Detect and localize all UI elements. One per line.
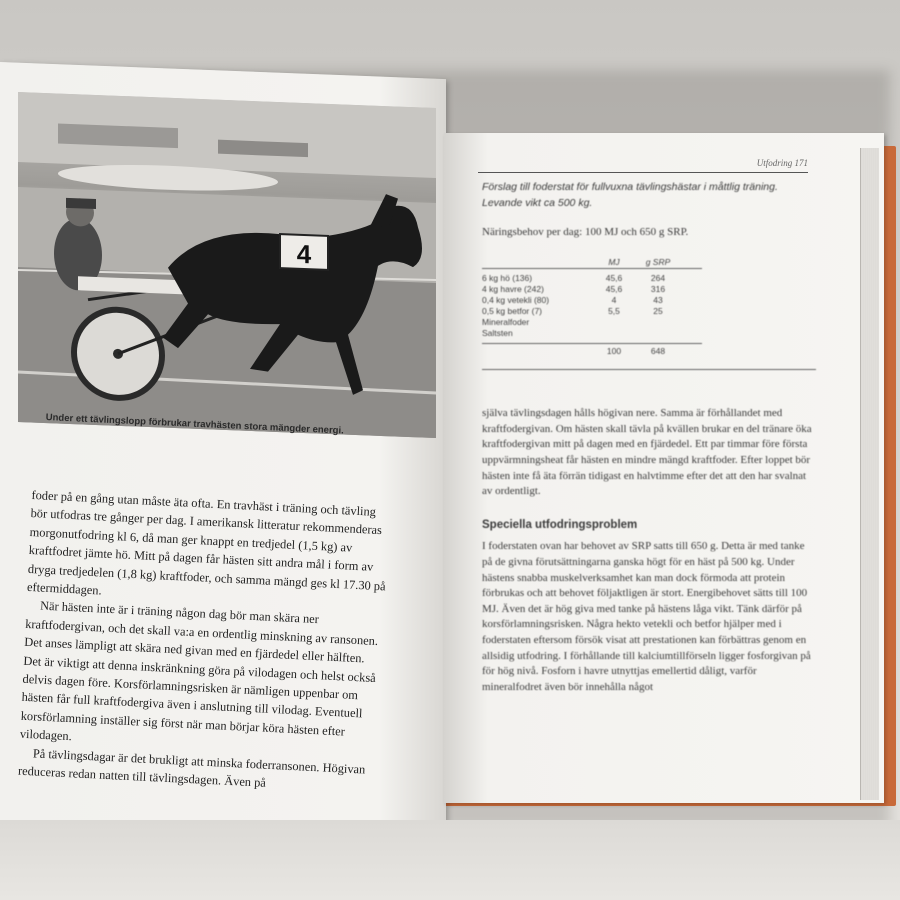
table-row <box>482 306 702 317</box>
section-heading: Speciella utfodringsproblem <box>482 518 638 531</box>
table-row <box>482 284 702 295</box>
table-surface <box>0 820 900 900</box>
table-cell: 25 <box>653 305 663 316</box>
table-cell: 4 kg havre (242) <box>482 283 544 294</box>
right-paragraph-2: I foderstaten ovan har behovet av SRP satts till 650 g. Detta är med tanke på de givna förutsättningarna ganska högt för en häst på 500 kg. Under hästens snabba muskelverksamhet kan man dock förmoda att protein förbrukas och att behovet följaktligen är stort. Energibehovet sätts till 100 MJ. Även det är hög giva med tanke på hästens låga vikt. Tänk därför på korsförlamningsrisken. Några hekto vetekli och betfor hjälper med i foderstaten eftersom försök visat att prestationen kan förbättras genom en allsidig utfodring. I förhållande till kalciumtillförseln ligger fosforgivan på för hög nivå. Fosforn i havre utnyttjas emellertid dåligt, varför mineralfodret även bör innehålla något <box>482 540 811 693</box>
table-cell: Mineralfoder <box>482 316 530 327</box>
table-cell <box>636 317 680 328</box>
table-cell: 648 <box>650 345 666 356</box>
harness-racing-photo <box>18 92 436 438</box>
right-page-body <box>482 180 816 695</box>
table-cell: 0,4 kg vetekli (80) <box>482 294 550 305</box>
table-cell <box>592 317 636 328</box>
table-cell: Saltsten <box>482 327 513 338</box>
page-stack-edge <box>860 148 879 800</box>
feed-table-header <box>482 257 702 269</box>
table-header-cell <box>482 257 592 268</box>
table-cell <box>636 328 680 339</box>
table-cell: 5,5 <box>608 305 620 316</box>
table-cell: 0,5 kg betfor (7) <box>482 305 543 316</box>
left-paragraph-3: På tävlingsdagar är det brukligt att minska foderransonen. Högivan reduceras redan natten till tävlingsdagen. Även på <box>17 746 366 790</box>
table-cell <box>482 346 592 357</box>
photo-caption: Under ett tävlingslopp förbrukar travhästen stora mängder energi. <box>45 412 344 437</box>
table-row <box>482 328 702 339</box>
table-cell: 45,6 <box>605 272 623 283</box>
left-page-body <box>18 486 392 798</box>
feed-plan-intro: Förslag till foderstat för fullvuxna tävlingshästar i måttlig träning. Levande vikt ca 500 kg. <box>482 181 778 209</box>
table-total-row <box>482 343 702 357</box>
sulky-number: 4 <box>296 238 312 270</box>
table-cell <box>592 328 636 339</box>
table-cell: 4 <box>611 294 617 305</box>
table-cell: 264 <box>650 272 666 283</box>
running-head: Utfodring 171 <box>478 158 808 173</box>
table-cell: 100 <box>606 345 622 356</box>
table-header-cell: g SRP <box>645 256 671 267</box>
right-paragraph-1: själva tävlingsdagen hålls högivan nere. Samma är förhållandet med kraftfodergivan. Om hästen skall tävla på kvällen brukar en del tränare öka kraftfodergivan mitt på dagen med en fjärdedel. Ett par timmar före första uppvärmningsheat får hästen en mindre mängd kraftfoder. Efter loppet bör hästen inte få äta förrän tidigast en halvtimme efter det att den har svalnat av ordentligt. <box>482 407 812 498</box>
left-paragraph-2: När hästen inte är i träning någon dag bör man skära ner kraftfodergivan, och det skall va:a en ordentlig minskning av ransonen. Det anses lämpligt att skära ned givan med en fjärdedel eller hälften. Det är viktigt att denna inskränkning göra på vilodagen och helst också delvis dagen före. Korsförlamningsrisken är nämligen uppenbar om hästen får full kraftfodergiva även i anslutning till vilodag. Eventuell korsförlamning inställer sig först när man börjar köra hästen efter vilodagen. <box>19 598 379 744</box>
table-cell: 316 <box>650 283 666 294</box>
photo-illustration <box>18 92 436 438</box>
nutrient-need: Näringsbehov per dag: 100 MJ och 650 g SRP. <box>482 226 689 239</box>
table-rule <box>482 369 816 371</box>
table-cell: 43 <box>653 294 663 305</box>
table-cell: 6 kg hö (136) <box>482 272 533 283</box>
left-paragraph-1: foder på en gång utan måste äta ofta. En travhäst i träning och tävling bör utfodras tre gånger per dag. I amerikansk litteratur rekommenderas morgonutfodring kl 6, då man ger knappt en tredjedel (1,5 kg) av kraftfodret jämte hö. Mitt på dagen får hästen sitt andra mål i form av dryga tredjedelen (1,8 kg) kraftfoder, och samma mängd ges kl 17.30 på eftermiddagen. <box>26 487 386 598</box>
table-cell: 45,6 <box>605 283 623 294</box>
table-row <box>482 317 702 328</box>
table-row <box>482 273 702 284</box>
table-header-cell: MJ <box>608 256 620 267</box>
table-row <box>482 295 702 306</box>
feed-table <box>482 257 702 357</box>
